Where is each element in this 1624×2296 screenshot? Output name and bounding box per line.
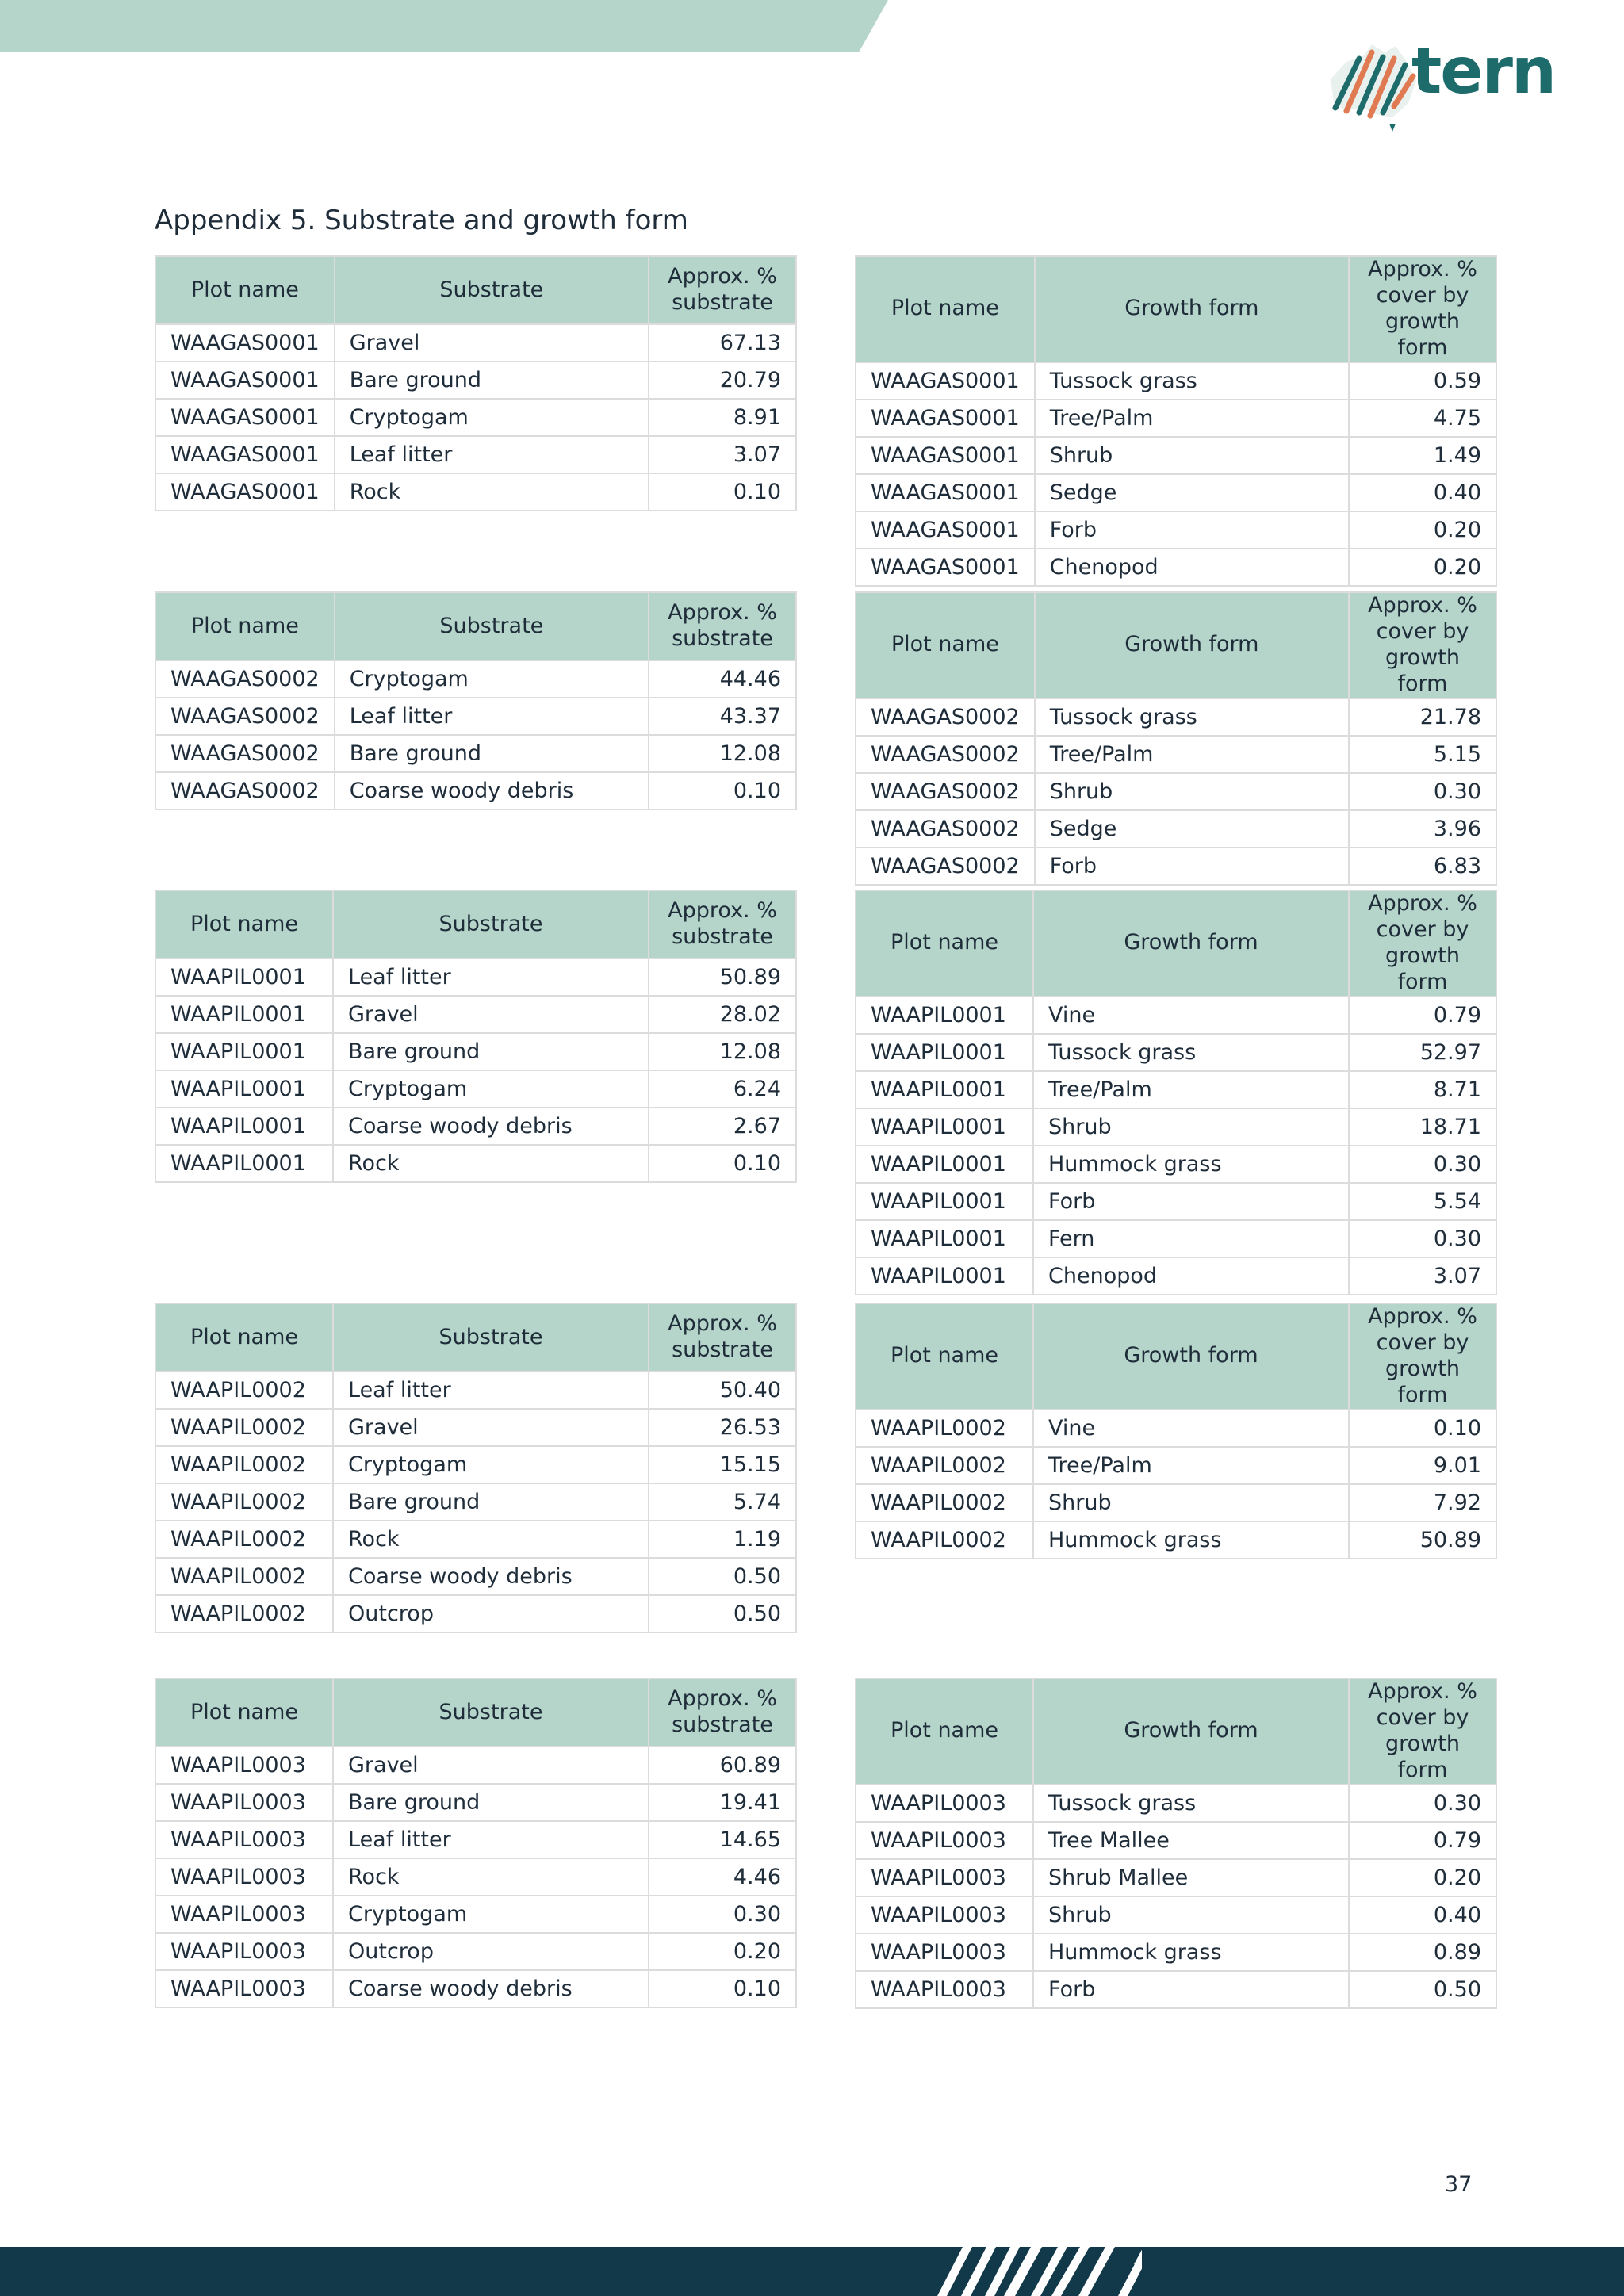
- percent-cell: 6.24: [649, 1070, 796, 1108]
- table-row: [155, 1070, 796, 1108]
- percent-cell: 0.30: [1349, 1220, 1496, 1257]
- table-row: [856, 1484, 1496, 1521]
- header-approx-substrate: Approx. % substrate: [649, 890, 796, 959]
- percent-cell: 0.10: [1349, 1410, 1496, 1447]
- growth-form-table: [855, 591, 1497, 886]
- percent-cell: 0.79: [1349, 1822, 1496, 1859]
- substrate-table: [155, 255, 797, 511]
- table-row: [856, 698, 1496, 736]
- table-row: [856, 1934, 1496, 1971]
- tern-logo: [1323, 34, 1561, 138]
- percent-cell: 0.10: [649, 473, 796, 511]
- growth-form-table: [855, 255, 1497, 587]
- percent-cell: 5.54: [1349, 1183, 1496, 1220]
- header-substrate: Substrate: [335, 256, 649, 324]
- percent-cell: 19.41: [649, 1784, 796, 1821]
- table-row: [856, 810, 1496, 848]
- substrate-cell: Cryptogam: [335, 399, 649, 436]
- plot-name-cell: WAAPIL0003: [856, 1896, 1033, 1934]
- plot-name-cell: WAAGAS0001: [856, 511, 1035, 549]
- substrate-cell: Cryptogam: [333, 1446, 649, 1483]
- plot-name-cell: WAAPIL0001: [155, 996, 333, 1033]
- percent-cell: 3.07: [1349, 1257, 1496, 1295]
- table-row: [155, 1858, 796, 1896]
- substrate-cell: Gravel: [333, 1747, 649, 1784]
- header-substrate: Substrate: [335, 592, 649, 660]
- substrate-cell: Rock: [333, 1145, 649, 1182]
- table-header-row: [155, 592, 796, 660]
- plot-name-cell: WAAPIL0003: [856, 1934, 1033, 1971]
- table-row: [155, 1558, 796, 1595]
- plot-name-cell: WAAPIL0002: [155, 1483, 333, 1521]
- table-row: [856, 1034, 1496, 1071]
- header-growth-form: Growth form: [1035, 256, 1349, 362]
- header-approx-substrate: Approx. % substrate: [649, 1303, 796, 1372]
- percent-cell: 26.53: [649, 1409, 796, 1446]
- percent-cell: 18.71: [1349, 1108, 1496, 1146]
- substrate-cell: Cryptogam: [333, 1070, 649, 1108]
- substrate-cell: Coarse woody debris: [333, 1970, 649, 2007]
- percent-cell: 0.30: [1349, 1146, 1496, 1183]
- substrate-cell: Outcrop: [333, 1595, 649, 1632]
- percent-cell: 0.50: [1349, 1971, 1496, 2008]
- plot-name-cell: WAAPIL0003: [155, 1970, 333, 2007]
- plot-name-cell: WAAPIL0003: [155, 1896, 333, 1933]
- header-approx-substrate: Approx. % substrate: [649, 1678, 796, 1747]
- growth-form-cell: Tussock grass: [1035, 698, 1349, 736]
- percent-cell: 0.30: [1349, 773, 1496, 810]
- percent-cell: 8.71: [1349, 1071, 1496, 1108]
- substrate-cell: Leaf litter: [333, 1821, 649, 1858]
- table-row: [856, 549, 1496, 586]
- percent-cell: 5.74: [649, 1483, 796, 1521]
- table-row: [856, 1071, 1496, 1108]
- table-row: [155, 362, 796, 399]
- plot-name-cell: WAAGAS0001: [856, 362, 1035, 400]
- table-row: [856, 1447, 1496, 1484]
- plot-name-cell: WAAPIL0003: [856, 1822, 1033, 1859]
- percent-cell: 0.20: [1349, 549, 1496, 586]
- table-row: [155, 660, 796, 698]
- table-header-row: [856, 256, 1496, 362]
- header-approx-cover: Approx. % cover by growth form: [1349, 592, 1496, 698]
- plot-name-cell: WAAPIL0001: [155, 1033, 333, 1070]
- plot-name-cell: WAAPIL0002: [155, 1372, 333, 1409]
- plot-name-cell: WAAGAS0001: [856, 400, 1035, 437]
- percent-cell: 0.20: [649, 1933, 796, 1970]
- table-row: [856, 1410, 1496, 1447]
- percent-cell: 0.50: [649, 1558, 796, 1595]
- substrate-table: [155, 1303, 797, 1633]
- growth-form-cell: Sedge: [1035, 474, 1349, 511]
- plot-name-cell: WAAGAS0001: [856, 437, 1035, 474]
- percent-cell: 0.10: [649, 1970, 796, 2007]
- table-row: [155, 324, 796, 362]
- substrate-cell: Coarse woody debris: [333, 1108, 649, 1145]
- header-approx-substrate: Approx. % substrate: [649, 592, 796, 660]
- table-row: [856, 1146, 1496, 1183]
- table-row: [155, 1372, 796, 1409]
- table-row: [155, 1933, 796, 1970]
- plot-name-cell: WAAPIL0002: [155, 1446, 333, 1483]
- percent-cell: 0.10: [649, 772, 796, 809]
- plot-name-cell: WAAPIL0002: [155, 1409, 333, 1446]
- percent-cell: 9.01: [1349, 1447, 1496, 1484]
- substrate-cell: Gravel: [333, 996, 649, 1033]
- growth-form-cell: Tussock grass: [1033, 1785, 1349, 1822]
- table-row: [856, 1859, 1496, 1896]
- footer-band: [0, 2247, 1624, 2296]
- header-plot-name: Plot name: [856, 256, 1035, 362]
- growth-form-cell: Forb: [1033, 1183, 1349, 1220]
- substrate-cell: Leaf litter: [333, 1372, 649, 1409]
- header-plot-name: Plot name: [856, 890, 1033, 997]
- plot-name-cell: WAAGAS0002: [155, 772, 335, 809]
- percent-cell: 0.30: [1349, 1785, 1496, 1822]
- substrate-cell: Coarse woody debris: [335, 772, 649, 809]
- table-row: [155, 399, 796, 436]
- growth-form-table: [855, 1678, 1497, 2009]
- table-row: [155, 436, 796, 473]
- percent-cell: 0.40: [1349, 474, 1496, 511]
- page-heading: Appendix 5. Substrate and growth form: [155, 205, 688, 236]
- plot-name-cell: WAAGAS0001: [155, 324, 335, 362]
- percent-cell: 0.79: [1349, 997, 1496, 1034]
- header-plot-name: Plot name: [155, 1303, 333, 1372]
- plot-name-cell: WAAGAS0001: [155, 362, 335, 399]
- percent-cell: 20.79: [649, 362, 796, 399]
- table-header-row: [155, 1303, 796, 1372]
- table-row: [155, 473, 796, 511]
- header-growth-form: Growth form: [1035, 592, 1349, 698]
- percent-cell: 12.08: [649, 735, 796, 772]
- growth-form-cell: Fern: [1033, 1220, 1349, 1257]
- growth-form-cell: Shrub: [1033, 1108, 1349, 1146]
- plot-name-cell: WAAGAS0002: [856, 773, 1035, 810]
- plot-name-cell: WAAGAS0002: [856, 810, 1035, 848]
- plot-name-cell: WAAPIL0003: [155, 1747, 333, 1784]
- table-row: [155, 1483, 796, 1521]
- table-row: [856, 736, 1496, 773]
- page-number: 37: [1445, 2172, 1473, 2197]
- table-row: [856, 1822, 1496, 1859]
- table-row: [856, 511, 1496, 549]
- growth-form-cell: Tree Mallee: [1033, 1822, 1349, 1859]
- percent-cell: 0.10: [649, 1145, 796, 1182]
- growth-form-cell: Hummock grass: [1033, 1521, 1349, 1559]
- substrate-cell: Bare ground: [333, 1483, 649, 1521]
- percent-cell: 12.08: [649, 1033, 796, 1070]
- table-row: [155, 1970, 796, 2007]
- header-plot-name: Plot name: [155, 256, 335, 324]
- table-row: [155, 1747, 796, 1784]
- plot-name-cell: WAAPIL0001: [155, 959, 333, 996]
- percent-cell: 60.89: [649, 1747, 796, 1784]
- substrate-cell: Gravel: [333, 1409, 649, 1446]
- growth-form-table: [855, 890, 1497, 1295]
- percent-cell: 50.40: [649, 1372, 796, 1409]
- table-header-row: [856, 1303, 1496, 1410]
- substrate-cell: Coarse woody debris: [333, 1558, 649, 1595]
- plot-name-cell: WAAPIL0002: [155, 1521, 333, 1558]
- table-row: [155, 1821, 796, 1858]
- table-header-row: [856, 890, 1496, 997]
- table-row: [856, 1896, 1496, 1934]
- plot-name-cell: WAAGAS0002: [856, 736, 1035, 773]
- percent-cell: 43.37: [649, 698, 796, 735]
- table-row: [155, 1784, 796, 1821]
- plot-name-cell: WAAPIL0003: [155, 1933, 333, 1970]
- percent-cell: 0.40: [1349, 1896, 1496, 1934]
- percent-cell: 0.20: [1349, 1859, 1496, 1896]
- table-header-row: [155, 1678, 796, 1747]
- table-row: [856, 400, 1496, 437]
- substrate-cell: Leaf litter: [335, 698, 649, 735]
- percent-cell: 44.46: [649, 660, 796, 698]
- header-substrate: Substrate: [333, 1303, 649, 1372]
- plot-name-cell: WAAPIL0002: [856, 1410, 1033, 1447]
- table-row: [155, 698, 796, 735]
- substrate-cell: Outcrop: [333, 1933, 649, 1970]
- substrate-cell: Rock: [333, 1858, 649, 1896]
- plot-name-cell: WAAGAS0001: [856, 474, 1035, 511]
- growth-form-cell: Hummock grass: [1033, 1934, 1349, 1971]
- table-row: [155, 996, 796, 1033]
- plot-name-cell: WAAPIL0001: [856, 1108, 1033, 1146]
- header-approx-substrate: Approx. % substrate: [649, 256, 796, 324]
- percent-cell: 5.15: [1349, 736, 1496, 773]
- growth-form-cell: Shrub Mallee: [1033, 1859, 1349, 1896]
- australia-map-icon: [1323, 38, 1423, 138]
- growth-form-cell: Tree/Palm: [1033, 1447, 1349, 1484]
- header-growth-form: Growth form: [1033, 1678, 1349, 1785]
- substrate-cell: Leaf litter: [333, 959, 649, 996]
- substrate-table: [155, 591, 797, 810]
- substrate-cell: Cryptogam: [333, 1896, 649, 1933]
- growth-form-cell: Shrub: [1035, 773, 1349, 810]
- percent-cell: 0.59: [1349, 362, 1496, 400]
- table-row: [856, 1108, 1496, 1146]
- table-row: [155, 959, 796, 996]
- table-row: [155, 1033, 796, 1070]
- table-row: [155, 772, 796, 809]
- header-plot-name: Plot name: [155, 890, 333, 959]
- header-plot-name: Plot name: [155, 592, 335, 660]
- plot-name-cell: WAAPIL0001: [155, 1145, 333, 1182]
- table-row: [155, 1145, 796, 1182]
- growth-form-table: [855, 1303, 1497, 1559]
- table-row: [856, 773, 1496, 810]
- table-row: [155, 1521, 796, 1558]
- substrate-cell: Rock: [335, 473, 649, 511]
- table-row: [856, 848, 1496, 885]
- table-row: [155, 735, 796, 772]
- plot-name-cell: WAAPIL0002: [856, 1484, 1033, 1521]
- growth-form-cell: Chenopod: [1033, 1257, 1349, 1295]
- top-banner: [0, 0, 888, 52]
- percent-cell: 15.15: [649, 1446, 796, 1483]
- growth-form-cell: Shrub: [1035, 437, 1349, 474]
- plot-name-cell: WAAPIL0001: [155, 1108, 333, 1145]
- substrate-table: [155, 890, 797, 1183]
- header-plot-name: Plot name: [856, 1303, 1033, 1410]
- growth-form-cell: Tree/Palm: [1033, 1071, 1349, 1108]
- plot-name-cell: WAAPIL0002: [155, 1558, 333, 1595]
- percent-cell: 4.75: [1349, 400, 1496, 437]
- percent-cell: 3.07: [649, 436, 796, 473]
- percent-cell: 0.89: [1349, 1934, 1496, 1971]
- growth-form-cell: Shrub: [1033, 1484, 1349, 1521]
- substrate-cell: Cryptogam: [335, 660, 649, 698]
- percent-cell: 21.78: [1349, 698, 1496, 736]
- header-approx-cover: Approx. % cover by growth form: [1349, 1678, 1496, 1785]
- header-plot-name: Plot name: [155, 1678, 333, 1747]
- substrate-cell: Rock: [333, 1521, 649, 1558]
- table-row: [856, 1521, 1496, 1559]
- plot-name-cell: WAAPIL0001: [856, 1220, 1033, 1257]
- table-header-row: [155, 256, 796, 324]
- plot-name-cell: WAAPIL0001: [856, 1183, 1033, 1220]
- growth-form-cell: Tree/Palm: [1035, 736, 1349, 773]
- substrate-cell: Bare ground: [333, 1033, 649, 1070]
- percent-cell: 0.20: [1349, 511, 1496, 549]
- percent-cell: 0.30: [649, 1896, 796, 1933]
- plot-name-cell: WAAGAS0001: [155, 473, 335, 511]
- percent-cell: 0.50: [649, 1595, 796, 1632]
- plot-name-cell: WAAGAS0002: [155, 735, 335, 772]
- table-row: [856, 1971, 1496, 2008]
- plot-name-cell: WAAPIL0001: [856, 1071, 1033, 1108]
- growth-form-cell: Tussock grass: [1033, 1034, 1349, 1071]
- substrate-cell: Bare ground: [335, 362, 649, 399]
- percent-cell: 50.89: [1349, 1521, 1496, 1559]
- header-plot-name: Plot name: [856, 592, 1035, 698]
- growth-form-cell: Tree/Palm: [1035, 400, 1349, 437]
- percent-cell: 1.49: [1349, 437, 1496, 474]
- plot-name-cell: WAAPIL0001: [856, 997, 1033, 1034]
- percent-cell: 52.97: [1349, 1034, 1496, 1071]
- plot-name-cell: WAAPIL0001: [856, 1257, 1033, 1295]
- percent-cell: 7.92: [1349, 1484, 1496, 1521]
- table-row: [155, 1446, 796, 1483]
- table-row: [856, 474, 1496, 511]
- plot-name-cell: WAAGAS0001: [155, 399, 335, 436]
- table-row: [856, 1220, 1496, 1257]
- substrate-cell: Gravel: [335, 324, 649, 362]
- plot-name-cell: WAAPIL0001: [155, 1070, 333, 1108]
- header-growth-form: Growth form: [1033, 1303, 1349, 1410]
- plot-name-cell: WAAPIL0003: [856, 1785, 1033, 1822]
- table-header-row: [155, 890, 796, 959]
- plot-name-cell: WAAGAS0002: [155, 698, 335, 735]
- header-approx-cover: Approx. % cover by growth form: [1349, 256, 1496, 362]
- table-row: [155, 1108, 796, 1145]
- plot-name-cell: WAAGAS0001: [155, 436, 335, 473]
- substrate-table: [155, 1678, 797, 2008]
- table-row: [155, 1595, 796, 1632]
- plot-name-cell: WAAPIL0002: [856, 1521, 1033, 1559]
- growth-form-cell: Vine: [1033, 997, 1349, 1034]
- growth-form-cell: Forb: [1033, 1971, 1349, 2008]
- header-approx-cover: Approx. % cover by growth form: [1349, 890, 1496, 997]
- percent-cell: 8.91: [649, 399, 796, 436]
- growth-form-cell: Tussock grass: [1035, 362, 1349, 400]
- plot-name-cell: WAAPIL0003: [155, 1784, 333, 1821]
- growth-form-cell: Forb: [1035, 511, 1349, 549]
- table-header-row: [856, 1678, 1496, 1785]
- substrate-cell: Leaf litter: [335, 436, 649, 473]
- plot-name-cell: WAAPIL0002: [155, 1595, 333, 1632]
- percent-cell: 2.67: [649, 1108, 796, 1145]
- percent-cell: 50.89: [649, 959, 796, 996]
- plot-name-cell: WAAPIL0003: [856, 1859, 1033, 1896]
- growth-form-cell: Shrub: [1033, 1896, 1349, 1934]
- table-row: [856, 997, 1496, 1034]
- plot-name-cell: WAAGAS0002: [155, 660, 335, 698]
- plot-name-cell: WAAGAS0001: [856, 549, 1035, 586]
- logo-wordmark: tern: [1411, 34, 1555, 108]
- plot-name-cell: WAAPIL0003: [856, 1971, 1033, 2008]
- percent-cell: 3.96: [1349, 810, 1496, 848]
- percent-cell: 14.65: [649, 1821, 796, 1858]
- table-row: [856, 1785, 1496, 1822]
- plot-name-cell: WAAPIL0001: [856, 1146, 1033, 1183]
- table-row: [856, 437, 1496, 474]
- table-row: [155, 1896, 796, 1933]
- percent-cell: 4.46: [649, 1858, 796, 1896]
- percent-cell: 28.02: [649, 996, 796, 1033]
- table-header-row: [856, 592, 1496, 698]
- table-row: [856, 1183, 1496, 1220]
- growth-form-cell: Chenopod: [1035, 549, 1349, 586]
- table-row: [856, 362, 1496, 400]
- header-substrate: Substrate: [333, 1678, 649, 1747]
- percent-cell: 1.19: [649, 1521, 796, 1558]
- substrate-cell: Bare ground: [335, 735, 649, 772]
- percent-cell: 6.83: [1349, 848, 1496, 885]
- growth-form-cell: Sedge: [1035, 810, 1349, 848]
- table-row: [856, 1257, 1496, 1295]
- table-row: [155, 1409, 796, 1446]
- growth-form-cell: Forb: [1035, 848, 1349, 885]
- header-approx-cover: Approx. % cover by growth form: [1349, 1303, 1496, 1410]
- plot-name-cell: WAAGAS0002: [856, 848, 1035, 885]
- header-plot-name: Plot name: [856, 1678, 1033, 1785]
- header-substrate: Substrate: [333, 890, 649, 959]
- plot-name-cell: WAAGAS0002: [856, 698, 1035, 736]
- percent-cell: 67.13: [649, 324, 796, 362]
- growth-form-cell: Hummock grass: [1033, 1146, 1349, 1183]
- growth-form-cell: Vine: [1033, 1410, 1349, 1447]
- substrate-cell: Bare ground: [333, 1784, 649, 1821]
- plot-name-cell: WAAPIL0001: [856, 1034, 1033, 1071]
- plot-name-cell: WAAPIL0003: [155, 1821, 333, 1858]
- plot-name-cell: WAAPIL0002: [856, 1447, 1033, 1484]
- plot-name-cell: WAAPIL0003: [155, 1858, 333, 1896]
- header-growth-form: Growth form: [1033, 890, 1349, 997]
